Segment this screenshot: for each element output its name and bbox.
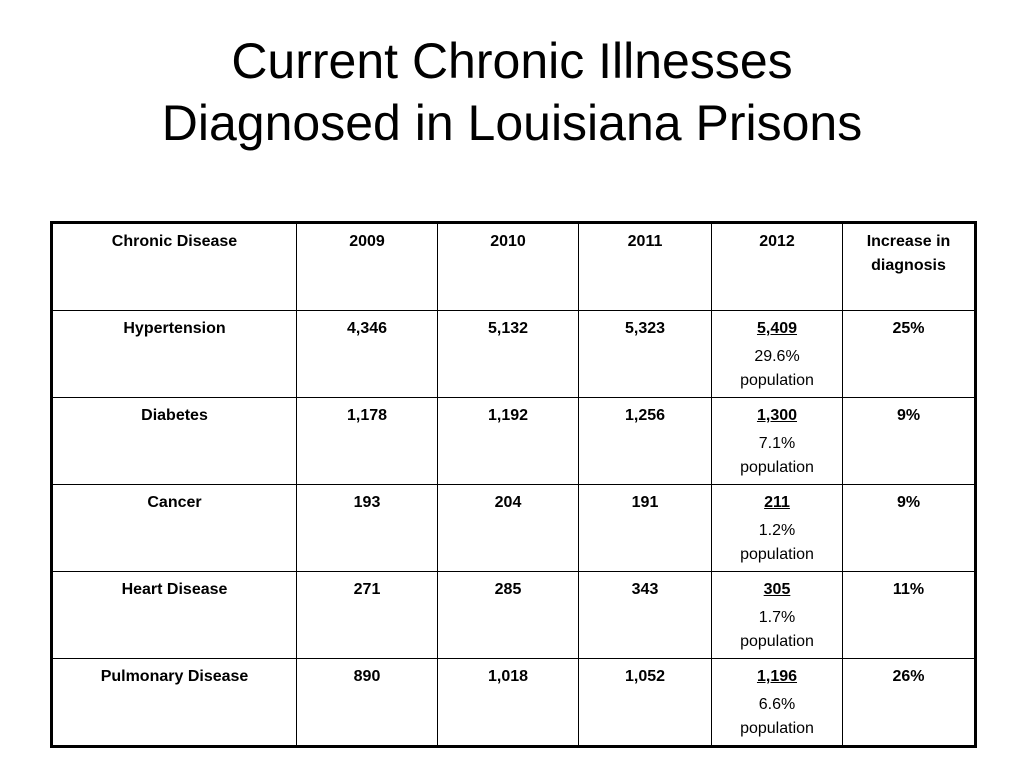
cell-2012 [712,659,843,747]
cell-2012 [712,398,843,485]
table-row [52,311,976,398]
table-row [52,398,976,485]
cell-2010: 5,132 [438,311,579,398]
cell-disease: Heart Disease [52,572,297,659]
cell-2009: 271 [297,572,438,659]
cell-2012-percent: 1.7% [758,609,796,626]
cell-2012 [712,485,843,572]
table-header-row [52,223,976,311]
cell-2010: 1,018 [438,659,579,747]
header-increase: Increase in diagnosis [843,223,976,311]
header-2009: 2009 [297,223,438,311]
cell-increase: 9% [843,485,976,572]
header-chronic-disease: Chronic Disease [52,223,297,311]
cell-2012 [712,311,843,398]
table-row [52,572,976,659]
cell-increase: 25% [843,311,976,398]
slide-title [0,30,1024,154]
cell-2012 [712,572,843,659]
cell-2011: 5,323 [579,311,712,398]
cell-disease: Pulmonary Disease [52,659,297,747]
cell-2012-unit: population [740,459,814,476]
cell-disease: Hypertension [52,311,297,398]
cell-disease: Diabetes [52,398,297,485]
cell-2012-value: 305 [763,581,791,598]
slide-title-line-1: Current Chronic Illnesses [231,33,793,89]
cell-2012-unit: population [740,546,814,563]
cell-2011: 1,052 [579,659,712,747]
cell-increase: 9% [843,398,976,485]
cell-2012-unit: population [740,633,814,650]
cell-2009: 1,178 [297,398,438,485]
cell-2010: 285 [438,572,579,659]
cell-2012-value: 5,409 [756,320,798,337]
cell-2011: 1,256 [579,398,712,485]
cell-2012-value: 1,300 [756,407,798,424]
cell-2009: 193 [297,485,438,572]
cell-2009: 890 [297,659,438,747]
header-2012: 2012 [712,223,843,311]
cell-2012-percent: 1.2% [758,522,796,539]
header-2011: 2011 [579,223,712,311]
table-row [52,485,976,572]
cell-2009: 4,346 [297,311,438,398]
cell-2012-percent: 7.1% [758,435,796,452]
cell-2012-percent: 6.6% [758,696,796,713]
cell-2011: 191 [579,485,712,572]
table-row [52,659,976,747]
header-2010: 2010 [438,223,579,311]
cell-2012-value: 1,196 [756,668,798,685]
cell-2010: 204 [438,485,579,572]
cell-2012-unit: population [740,720,814,737]
cell-2011: 343 [579,572,712,659]
cell-disease: Cancer [52,485,297,572]
cell-2012-value: 211 [764,494,790,511]
cell-2012-percent: 29.6% [754,348,800,365]
cell-increase: 26% [843,659,976,747]
slide-title-line-2: Diagnosed in Louisiana Prisons [161,95,863,151]
cell-2010: 1,192 [438,398,579,485]
chronic-illness-table [50,221,977,748]
cell-2012-unit: population [740,372,814,389]
cell-increase: 11% [843,572,976,659]
